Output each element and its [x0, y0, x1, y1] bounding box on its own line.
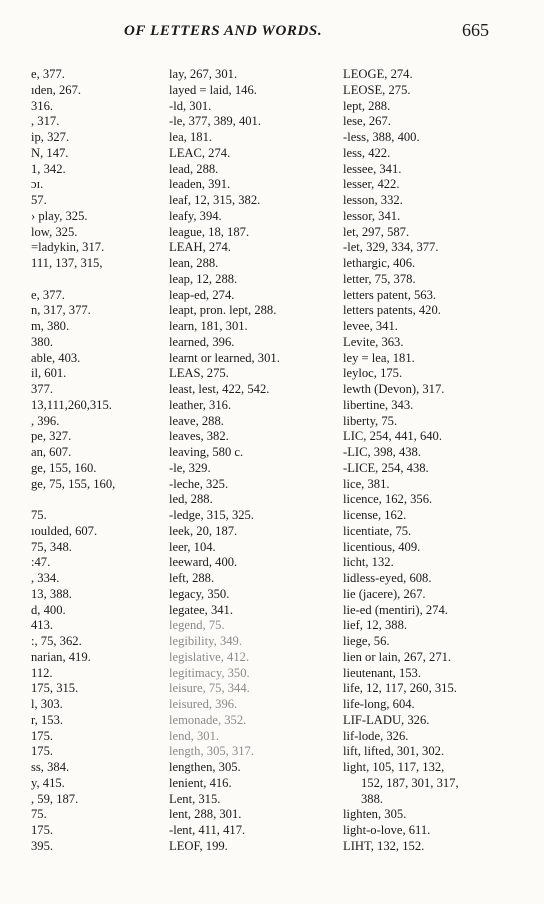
index-entry: il, 601. [31, 366, 67, 381]
index-entry: -le, 329. [169, 460, 211, 475]
index-entry: lice, 381. [343, 476, 390, 491]
index-entry: LEOF, 199. [169, 838, 228, 853]
index-entry: licht, 132. [343, 555, 394, 570]
index-entry: leyloc, 175. [343, 366, 403, 381]
index-entry: LIHT, 132, 152. [343, 838, 425, 853]
index-entry: 175. [31, 823, 54, 837]
index-entry: -le, 377, 389, 401. [169, 114, 261, 129]
index-entry: -ledge, 315, 325. [169, 508, 254, 522]
index-entry: able, 403. [31, 350, 81, 365]
index-entry: learned, 396. [169, 334, 235, 349]
index-entry: y, 415. [31, 775, 65, 790]
index-entry: lif-lode, 326. [343, 728, 409, 743]
index-entry [31, 272, 161, 288]
index-entry: life, 12, 117, 260, 315. [343, 681, 457, 696]
index-entry: lenient, 416. [169, 775, 232, 790]
index-entry: legend, 75. [169, 618, 225, 633]
index-entry: LEOSE, 275. [343, 82, 411, 97]
index-entry: lief, 12, 388. [343, 618, 408, 633]
index-entry: -leche, 325. [169, 476, 229, 491]
index-entry: pe, 327. [31, 429, 72, 444]
index-entry: , 334. [31, 571, 60, 585]
index-entry: n, 317, 377. [31, 303, 91, 318]
index-entry: › play, 325. [31, 208, 88, 223]
index-entry: league, 18, 187. [169, 224, 250, 239]
index-entry: legatee, 341. [169, 602, 233, 617]
index-entry: l, 303. [31, 697, 63, 711]
index-entry: lie (jacere), 267. [343, 586, 426, 601]
index-entry: light, 105, 117, 132, [343, 760, 445, 774]
index-entry: 13,111,260,315. [31, 397, 112, 412]
index-entry: -LIC, 398, 438. [343, 445, 422, 459]
index-entry: 388. [361, 791, 384, 806]
index-entry: ıoulded, 607. [31, 523, 98, 538]
index-entry: lemonade, 352. [169, 712, 247, 727]
index-entry: ge, 75, 155, 160, [31, 476, 116, 491]
index-entry: licentiate, 75. [343, 523, 412, 538]
index-entry: legacy, 350. [169, 586, 230, 601]
index-entry: leaves, 382. [169, 429, 229, 444]
index-entry: 316. [31, 98, 54, 113]
index-entry: legibility, 349. [169, 634, 242, 648]
index-entry: m, 380. [31, 319, 70, 333]
index-entry: -less, 388, 400. [343, 130, 420, 144]
index-entry: license, 162. [343, 508, 407, 522]
index-column-right [343, 67, 535, 855]
index-entry: leeward, 400. [169, 555, 238, 570]
index-entry: -LICE, 254, 438. [343, 460, 429, 475]
index-entry: leaf, 12, 315, 382. [169, 193, 261, 207]
index-entry: lay, 267, 301. [169, 67, 238, 81]
index-entry: LIC, 254, 441, 640. [343, 429, 442, 444]
index-entry: 75. [31, 508, 47, 522]
index-entry: lidless-eyed, 608. [343, 571, 432, 585]
index-entry: 57. [31, 193, 47, 207]
index-entry: libertine, 343. [343, 397, 414, 412]
index-entry: lessee, 341. [343, 161, 402, 176]
index-entry: leap, 12, 288. [169, 271, 238, 286]
index-entry: licence, 162, 356. [343, 492, 433, 507]
index-entry: lighten, 305. [343, 807, 407, 822]
index-entry: 175. [31, 744, 54, 759]
index-entry: lent, 288, 301. [169, 807, 242, 822]
index-entry: ley = lea, 181. [343, 350, 415, 365]
index-entry: lien or lain, 267, 271. [343, 649, 452, 664]
index-entry: learn, 181, 301. [169, 319, 248, 333]
index-entry: 175, 315. [31, 681, 79, 696]
index-entry: learnt or learned, 301. [169, 350, 280, 365]
index-entry: low, 325. [31, 224, 78, 239]
index-entry: , 59, 187. [31, 791, 79, 806]
index-entry: licentious, 409. [343, 539, 421, 554]
index-entry: ip, 327. [31, 130, 70, 144]
index-entry: left, 288. [169, 571, 215, 585]
index-entry: liberty, 75. [343, 413, 398, 428]
index-entry: least, lest, 422, 542. [169, 382, 270, 396]
index-entry: an, 607. [31, 445, 72, 459]
index-entry: -ld, 301. [169, 98, 212, 113]
index-entry: leer, 104. [169, 539, 216, 554]
index-entry: LEOGE, 274. [343, 67, 413, 81]
index-entry: leave, 288. [169, 413, 224, 428]
page-number: 665 [462, 20, 489, 40]
index-entry: ɔɪ. [31, 177, 44, 192]
index-entry: lesser, 422. [343, 177, 400, 192]
index-entry: letters patents, 420. [343, 303, 441, 318]
index-entry: lie-ed (mentiri), 274. [343, 602, 448, 617]
index-entry: 175. [31, 728, 54, 743]
index-entry: narian, 419. [31, 649, 91, 664]
index-entry: levee, 341. [343, 319, 398, 333]
index-entry: 13, 388. [31, 586, 72, 601]
index-entry: legislative, 412. [169, 649, 250, 664]
index-entry: lea, 181. [169, 130, 213, 144]
index-entry: , 396. [31, 413, 60, 428]
index-entry: e, 377. [31, 67, 65, 81]
index-entry: e, 377. [31, 287, 65, 302]
index-entry: liege, 56. [343, 634, 390, 648]
index-entry: 1, 342. [31, 161, 66, 176]
running-header-title: OF LETTERS AND WORDS. [124, 23, 323, 39]
index-entry: letter, 75, 378. [343, 271, 416, 286]
index-entry: -lent, 411, 417. [169, 823, 246, 837]
index-entry: letters patent, 563. [343, 287, 437, 302]
index-column-middle [169, 67, 339, 855]
index-entry: led, 288. [169, 492, 213, 507]
index-entry: ss, 384. [31, 760, 70, 774]
index-entry: -let, 329, 334, 377. [343, 240, 439, 255]
index-entry: 112. [31, 665, 53, 680]
index-entry: length, 305, 317. [169, 744, 255, 759]
index-entry: leisure, 75, 344. [169, 681, 250, 696]
index-entry: legitimacy, 350. [169, 665, 250, 680]
index-entry: lethargic, 406. [343, 256, 416, 270]
index-entry: light-o-love, 611. [343, 823, 431, 837]
index-entry: ıden, 267. [31, 82, 82, 97]
index-entry: 395. [31, 838, 54, 853]
index-entry: lesson, 332. [343, 193, 403, 207]
index-entry: leaden, 391. [169, 177, 231, 192]
index-entry: leisured, 396. [169, 697, 238, 711]
index-entry: 75. [31, 807, 47, 822]
index-entry: LEAH, 274. [169, 240, 231, 255]
index-entry: :47. [31, 555, 51, 570]
index-entry: LIF-LADU, 326. [343, 712, 430, 727]
index-entry: leap-ed, 274. [169, 287, 235, 302]
index-entry: 380. [31, 334, 54, 349]
index-entry: r, 153. [31, 712, 64, 727]
index-entry: leapt, pron. lept, 288. [169, 303, 277, 318]
index-entry: 152, 187, 301, 317, [361, 775, 459, 790]
index-entry: lese, 267. [343, 114, 391, 129]
index-entry: :, 75, 362. [31, 634, 82, 648]
index-entry: Lent, 315. [169, 791, 221, 806]
index-entry: life-long, 604. [343, 697, 415, 711]
index-entry: , 317. [31, 114, 60, 129]
index-entry: 75, 348. [31, 539, 72, 554]
index-entry [31, 492, 161, 508]
index-entry: N, 147. [31, 145, 69, 160]
index-entry: let, 297, 587. [343, 224, 410, 239]
index-entry: LEAS, 275. [169, 366, 229, 381]
index-entry: lend, 301. [169, 728, 220, 743]
index-column-left [31, 67, 161, 855]
index-entry: lengthen, 305. [169, 760, 241, 774]
index-entry: lewth (Devon), 317. [343, 382, 445, 396]
index-entry: lieutenant, 153. [343, 665, 421, 680]
index-entry: leek, 20, 187. [169, 523, 238, 538]
index-entry: layed = laid, 146. [169, 82, 257, 97]
index-entry: lead, 288. [169, 161, 219, 176]
index-entry: d, 400. [31, 602, 66, 617]
index-entry: leaving, 580 c. [169, 445, 244, 459]
index-entry: 377. [31, 382, 54, 396]
index-entry: =ladykin, 317. [31, 240, 105, 255]
index-entry: leafy, 394. [169, 208, 222, 223]
index-entry: 111, 137, 315, [31, 256, 103, 270]
index-entry: less, 422. [343, 145, 391, 160]
index-entry: leather, 316. [169, 397, 232, 412]
index-entry: lept, 288. [343, 98, 391, 113]
index-entry: Levite, 363. [343, 334, 404, 349]
index-entry: ge, 155, 160. [31, 460, 97, 475]
index-entry: 413. [31, 618, 54, 633]
index-entry: lean, 288. [169, 256, 219, 270]
index-entry: lift, lifted, 301, 302. [343, 744, 445, 759]
index-entry: lessor, 341. [343, 208, 401, 223]
index-entry: LEAC, 274. [169, 145, 231, 160]
